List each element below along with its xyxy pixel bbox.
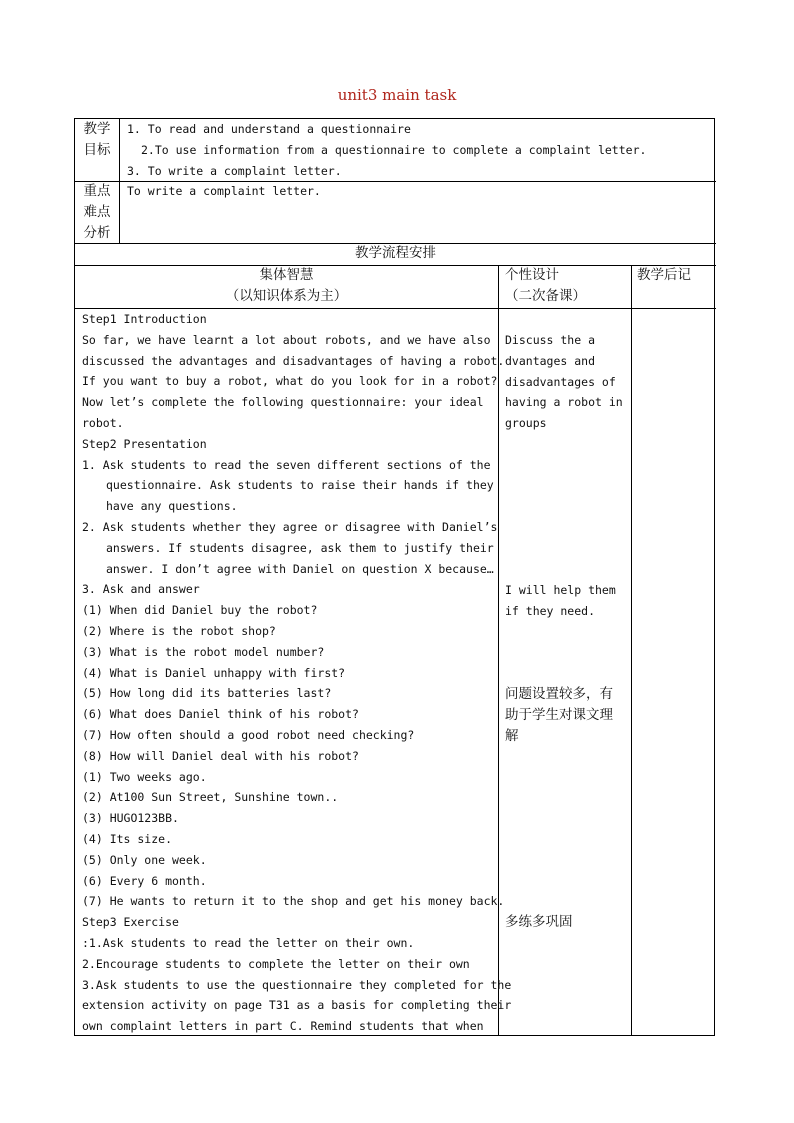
personal-column-header: 个性设计 （二次备课）: [505, 267, 586, 304]
personal-note-practice: 多练多巩固: [505, 914, 573, 930]
question-4: (4) What is Daniel unhappy with first?: [82, 665, 346, 680]
step2-heading: Step2 Presentation: [82, 436, 207, 451]
personal-column-divider: [631, 265, 632, 1036]
question-7: (7) How often should a good robot need checking?: [82, 727, 415, 742]
answer-6: (6) Every 6 month.: [82, 873, 207, 888]
lesson-plan-table: [74, 118, 715, 1036]
focus-label: 重点 难点 分析: [83, 183, 111, 241]
answer-1: (1) Two weeks ago.: [82, 769, 207, 784]
question-1: (1) When did Daniel buy the robot?: [82, 603, 318, 618]
answer-2: (2) At100 Sun Street, Sunshine town..: [82, 790, 339, 805]
answer-5: (5) Only one week.: [82, 852, 207, 867]
personal-note-help: I will help them if they need.: [505, 583, 616, 618]
main-column-header: 集体智慧 （以知识体系为主）: [225, 267, 348, 304]
question-2: (2) Where is the robot shop?: [82, 623, 276, 638]
question-8: (8) How will Daniel deal with his robot?: [82, 748, 359, 763]
answer-7: (7) He wants to return it to the shop and get his money back.: [82, 894, 505, 909]
step1-heading: Step1 Introduction: [82, 312, 207, 326]
focus-text: To write a complaint letter.: [127, 184, 321, 198]
question-5: (5) How long did its batteries last?: [82, 686, 332, 701]
answer-4: (4) Its size.: [82, 831, 173, 846]
label-column-divider: [119, 119, 120, 243]
objective-2: 2.To use information from a questionnaire to complete a complaint letter.: [141, 142, 647, 157]
document-title: unit3 main task: [337, 86, 457, 104]
personal-note-questions: 问题设置较多，有 助于学生对课文理 解: [505, 686, 613, 744]
objectives-label: 教学 目标: [83, 121, 111, 158]
personal-note-discuss: Discuss the a dvantages and disadvantages of having a robot in groups: [505, 333, 623, 431]
objective-3: 3. To write a complaint letter.: [127, 163, 342, 178]
main-content: Step1 Introduction So far, we have learnt a lot about robots, and we have also discussed the advantages and disadvantages of having a robot. If you want to buy a robot, what do you look for in a robot? Now let’s complete the following questionnaire: your ideal robot. Step2 Presentation 1. Ask students to read the seven different sections of the questionnaire. Ask students to raise their hands if they have any questions. 2. Ask students whether they agree or disagree with Daniel’s answers. If students disagree, ask them to justify their answer. I don’t agree with Daniel on question X because… 3. Ask and answer (1) When did Daniel buy the robot? (2) Where is the robot shop? (3) What is the robot model number? (4) What is Daniel unhappy with first? (5) How long did its batteries last? (6) What does Daniel think of his robot? (7) How often should a good robot need checking? (8) How will Daniel deal with his robot? (1) Two weeks ago. (2) At100 Sun Street, Sunshine town.. (3) HUGO123BB. (4) Its size. (5) Only one week. (6) Every 6 month. (7) He wants to return it to the shop and get his money back. Step3 Exercise :1.Ask students to read the letter on their own. 2.Encourage students to complete the letter on their own 3.Ask students to use the questionnaire they completed for the extension activity on page T31 as a basis for completing their own complaint letters in part C. Remind students that when: [82, 309, 511, 1037]
answer-3: (3) HUGO123BB.: [82, 811, 179, 826]
question-3: (3) What is the robot model number?: [82, 644, 325, 659]
question-6: (6) What does Daniel think of his robot?: [82, 707, 359, 722]
objectives-text: [127, 119, 646, 181]
objective-1: 1. To read and understand a questionnaire: [127, 122, 411, 136]
step3-heading: Step3 Exercise: [82, 915, 179, 930]
process-heading: 教学流程安排: [355, 245, 436, 261]
reflection-column-header: 教学后记: [637, 267, 691, 283]
